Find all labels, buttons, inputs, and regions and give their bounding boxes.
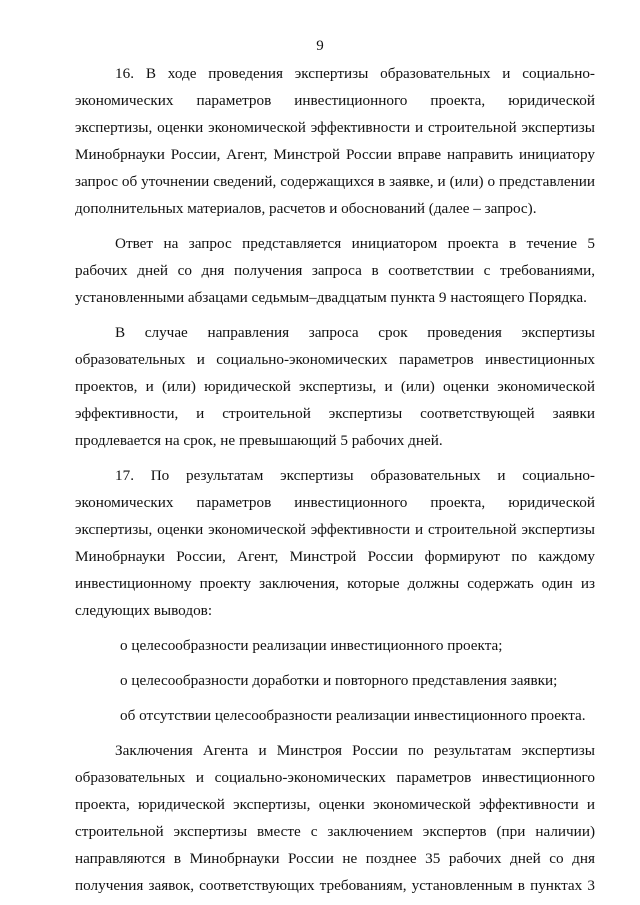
document-body: [75, 60, 595, 899]
page-number: 9: [316, 38, 324, 54]
paragraph-16: 16. В ходе проведения экспертизы образовательных и социально-экономических параметров инвестиционного проекта, юридической экспертизы, оценки экономической эффективности и строительной экспертизы Минобрнауки России, Агент, Минстрой России вправе направить инициатору запрос об уточнении сведений, содержащихся в заявке, и (или) о представлении дополнительных материалов, расчетов и обоснований (далее – запрос).: [75, 65, 595, 217]
conclusion-item: о целесообразности доработки и повторного представления заявки;: [120, 672, 558, 689]
conclusion-item: об отсутствии целесообразности реализации инвестиционного проекта.: [120, 707, 586, 724]
paragraph-17: 17. По результатам экспертизы образовательных и социально-экономических параметров инвестиционного проекта, юридической экспертизы, оценки экономической эффективности и строительной экспертизы Минобрнауки России, Агент, Минстрой России формируют по каждому инвестиционному проекту заключения, которые должны содержать один из следующих выводов:: [75, 467, 595, 619]
paragraph-extension: В случае направления запроса срок проведения экспертизы образовательных и социально-экономических параметров инвестиционных проектов, и (или) юридической экспертизы, и (или) оценки экономической эффективности, и строительной экспертизы соответствующей заявки продлевается на срок, не превышающий 5 рабочих дней.: [75, 324, 595, 449]
paragraph-conclusions-agent: Заключения Агента и Минстроя России по результатам экспертизы образовательных и социально-экономических параметров инвестиционного проекта, юридической экспертизы, оценки экономической эффективности и строительной экспертизы вместе с заключением экспертов (при наличии) направляются в Минобрнауки России не позднее 35 рабочих дней со дня получения заявок, соответствующих требованиям, установленным в пунктах 3: [75, 742, 595, 894]
conclusions-list: [75, 632, 595, 729]
paragraph-response: Ответ на запрос представляется инициатором проекта в течение 5 рабочих дней со дня получения запроса в соответствии с требованиями, установленными абзацами седьмым–двадцатым пункта 9 настоящего Порядка.: [75, 235, 595, 306]
conclusion-item: о целесообразности реализации инвестиционного проекта;: [120, 637, 503, 654]
